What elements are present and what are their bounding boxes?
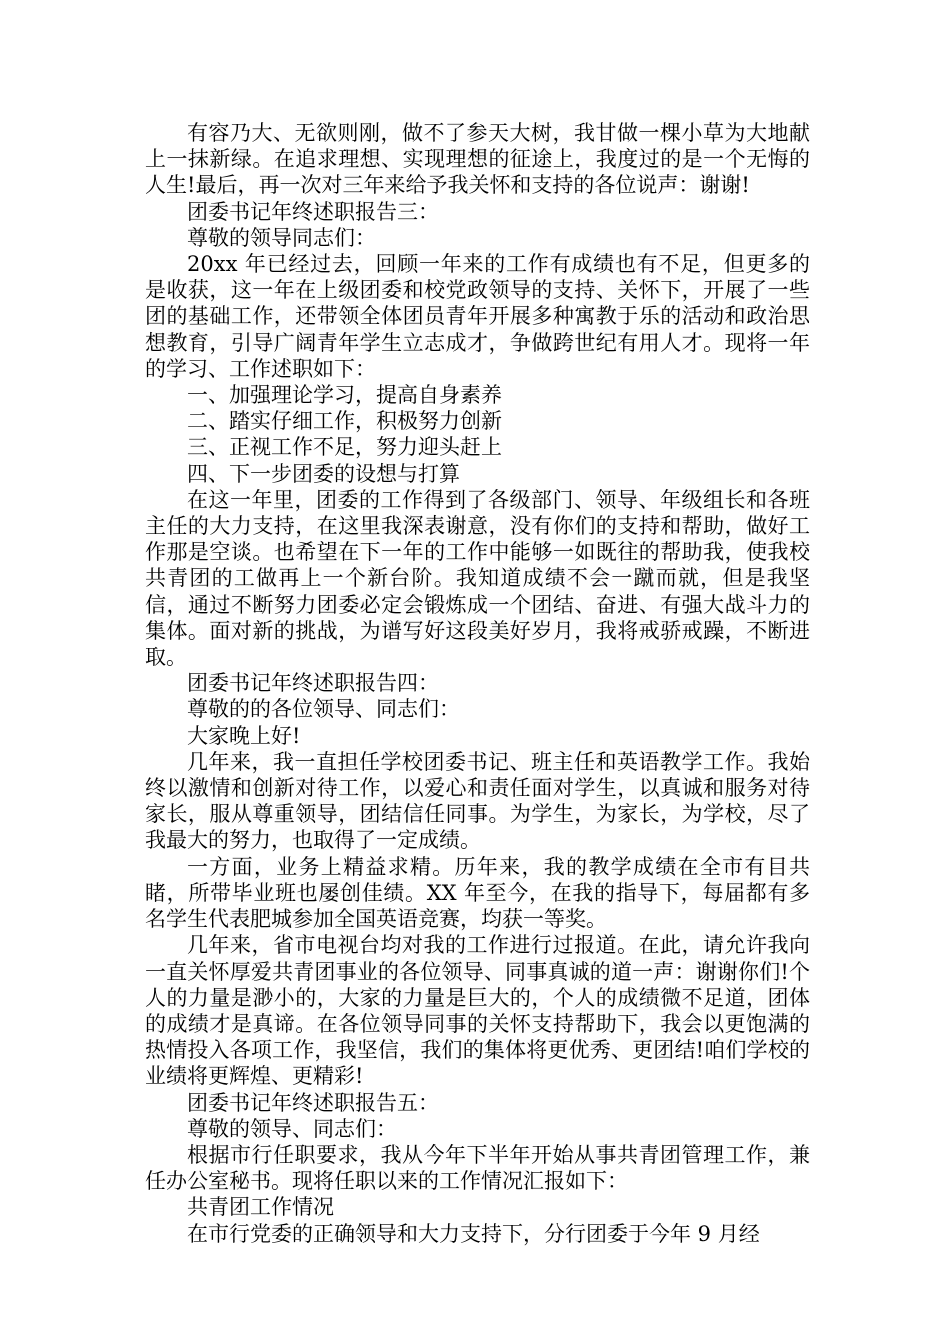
paragraph-intro-closing: 有容乃大、无欲则刚，做不了参天大树，我甘做一棵小草为大地献上一抹新绿。在追求理想、实现理想的征途上，我度过的是一个无悔的人生!最后，再一次对三年来给予我关怀和支持的各位说声：谢谢! [145,121,810,198]
report-three-overview: 20xx 年已经过去，回顾一年来的工作有成绩也有不足，但更多的是收获，这一年在上级团委和校党政领导的支持、关怀下，开展了一些团的基础工作，还带领全体团员青年开展多种寓教于乐的活动和政治思想教育，引导广阔青年学生立志成才，争做跨世纪有用人才。现将一年的学习、工作述职如下： [145,252,810,381]
report-four-salutation: 尊敬的的各位领导、同志们： [187,697,460,722]
report-three-salutation: 尊敬的领导同志们： [187,225,376,250]
report-five-salutation: 尊敬的领导、同志们： [187,1116,397,1141]
report-three-title: 团委书记年终述职报告三： [187,199,439,224]
report-three-item-4: 四、下一步团委的设想与打算 [187,461,460,486]
report-three-item-3: 三、正视工作不足，努力迎头赶上 [187,435,502,460]
report-five-paragraph-1: 在市行党委的正确领导和大力支持下，分行团委于今年 9 月经 [187,1221,760,1246]
report-four-paragraph-1: 几年来，我一直担任学校团委书记、班主任和英语教学工作。我始终以激情和创新对待工作，以爱心和责任面对学生，以真诚和服务对待家长，服从尊重领导，团结信任同事。为学生，为家长，为学校，尽了我最大的努力，也取得了一定成绩。 [145,749,810,853]
report-five-title: 团委书记年终述职报告五： [187,1090,439,1115]
report-five-intro: 根据市行任职要求，我从今年下半年开始从事共青团管理工作，兼任办公室秘书。现将任职以来的工作情况汇报如下： [145,1142,810,1194]
report-five-section-heading: 共青团工作情况 [187,1195,334,1220]
report-four-paragraph-3: 几年来，省市电视台均对我的工作进行过报道。在此，请允许我向一直关怀厚爱共青团事业的各位领导、同事真诚的道一声：谢谢你们!个人的力量是渺小的，大家的力量是巨大的，个人的成绩微不足道，团体的成绩才是真谛。在各位领导同事的关怀支持帮助下，我会以更饱满的热情投入各项工作，我坚信，我们的集体将更优秀、更团结!咱们学校的业绩将更辉煌、更精彩! [145,933,810,1089]
report-four-title: 团委书记年终述职报告四： [187,671,439,696]
document-body [145,120,810,1247]
report-three-item-1: 一、加强理论学习，提高自身素养 [187,383,502,408]
report-three-closing: 在这一年里，团委的工作得到了各级部门、领导、年级组长和各班主任的大力支持，在这里我深表谢意，没有你们的支持和帮助，做好工作那是空谈。也希望在下一年的工作中能够一如既往的帮助我，使我校共青团的工做再上一个新台阶。我知道成绩不会一蹴而就，但是我坚信，通过不断努力团委必定会锻炼成一个团结、奋进、有强大战斗力的集体。面对新的挑战，为谱写好这段美好岁月，我将戒骄戒躁，不断进取。 [145,487,810,670]
report-three-item-2: 二、踏实仔细工作，积极努力创新 [187,409,502,434]
report-four-greeting: 大家晚上好! [187,723,301,748]
report-four-paragraph-2: 一方面，业务上精益求精。历年来，我的教学成绩在全市有目共睹，所带毕业班也屡创佳绩。XX 年至今，在我的指导下，每届都有多名学生代表肥城参加全国英语竞赛，均获一等奖。 [145,854,810,932]
